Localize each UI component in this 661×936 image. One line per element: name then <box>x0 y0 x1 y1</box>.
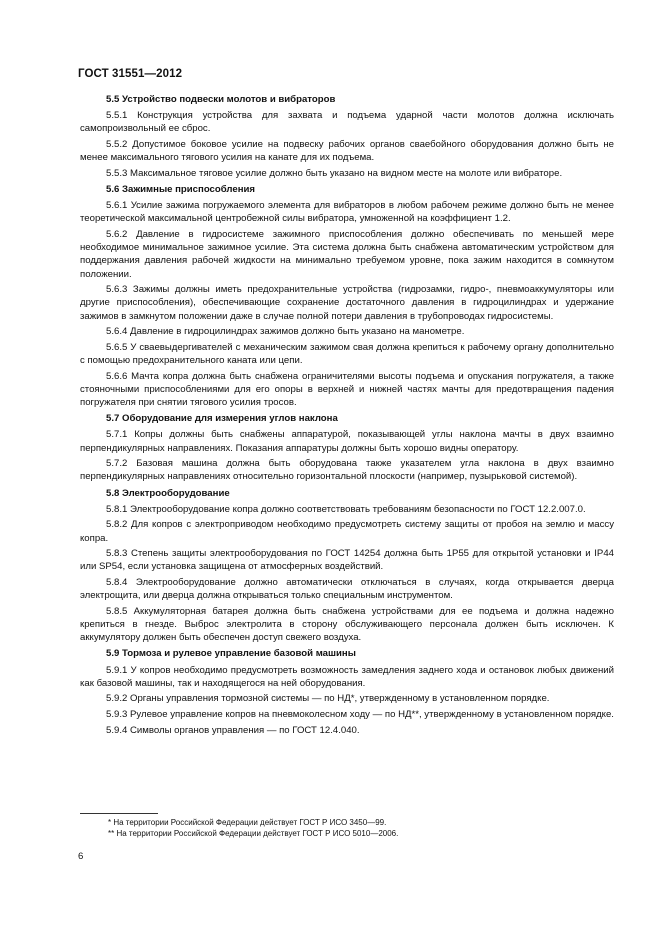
footnote-divider <box>80 813 158 814</box>
clause-paragraph: 5.7.1 Копры должны быть снабжены аппаратурой, показывающей углы наклона мачты в двух взаимно перпендикулярных направлениях. Показания аппаратуры должны быть хорошо видны оператору. <box>80 429 614 454</box>
section-heading: 5.8 Электрооборудование <box>106 487 230 499</box>
clause-paragraph: 5.9.3 Рулевое управление копров на пневмоколесном ходу — по НД**, утвержденному в установленном порядке. <box>106 709 614 720</box>
clause-paragraph: 5.6.3 Зажимы должны иметь предохранительные устройства (гидрозамки, гидро-, пневмоаккумуляторы или другие приспособления), обеспечивающие сохранение достаточного давления в гидроцилиндрах и удержание зажимов в замкнутом положении даже в случае полной потери давления в трубопроводах гидросистемы. <box>80 284 614 322</box>
section-heading: 5.6 Зажимные приспособления <box>106 184 256 195</box>
standard-header: ГОСТ 31551—2012 <box>78 68 183 80</box>
clause-paragraph: 5.9.2 Органы управления тормозной системы — по НД*, утвержденному в установленном порядке. <box>106 693 550 705</box>
clause-paragraph: 5.5.2 Допустимое боковое усилие на подвеску рабочих органов сваебойного оборудования должно быть не менее максимального тягового усилия на канате для их подъема. <box>80 139 614 164</box>
clause-paragraph: 5.8.1 Электрооборудование копра должно соответствовать требованиям безопасности по ГОСТ 12.2.007.0. <box>106 503 586 515</box>
footnote: ** На территории Российской Федерации действует ГОСТ Р ИСО 5010—2006. <box>108 829 399 839</box>
clause-paragraph: 5.7.2 Базовая машина должна быть оборудована также указателем угла наклона в двух взаимно перпендикулярных направлениях относительно горизонтальной плоскости (например, пузырьковой системой). <box>80 458 614 483</box>
section-heading: 5.5 Устройство подвески молотов и вибраторов <box>106 94 336 105</box>
clause-paragraph: 5.9.4 Символы органов управления — по ГОСТ 12.4.040. <box>106 724 360 736</box>
section-heading: 5.7 Оборудование для измерения углов наклона <box>106 413 338 425</box>
clause-paragraph: 5.8.4 Электрооборудование должно автоматически отключаться в случаях, когда открывается дверца электрощита, или дверца должна открываться только специальным инструментом. <box>80 577 614 602</box>
clause-paragraph: 5.6.5 У сваевыдергивателей с механическим зажимом свая должна крепиться к рабочему органу дополнительно с помощью предохранительного каната или цепи. <box>80 341 614 366</box>
clause-paragraph: 5.6.2 Давление в гидросистеме зажимного приспособления должно обеспечивать по меньшей мере необходимое минимальное зажимное усилие. Эта система должна быть снабжена автоматическим устройством для поддержания давления рабочей жидкости на минимально требуемом уровне, пока зажим находится в сомкнутом положении. <box>80 229 614 280</box>
clause-paragraph: 5.9.1 У копров необходимо предусмотреть возможность замедления заднего хода и остановок любых движений как базовой машины, так и находящегося на ней оборудования. <box>80 664 614 689</box>
clause-paragraph: 5.6.6 Мачта копра должна быть снабжена ограничителями высоты подъема и опускания погружателя, а также стояночными приспособлениями для его опоры в верхней и нижней частях мачты для предотвращения падения погружателя при снятии тягового усилия тросов. <box>80 370 614 408</box>
footnote: * На территории Российской Федерации действует ГОСТ Р ИСО 3450—99. <box>108 818 387 827</box>
page-number: 6 <box>78 851 84 862</box>
document-body <box>80 93 614 739</box>
footnotes <box>108 817 398 840</box>
clause-paragraph: 5.5.3 Максимальное тяговое усилие должно быть указано на видном месте на молоте или вибраторе. <box>106 167 563 179</box>
clause-paragraph: 5.8.5 Аккумуляторная батарея должна быть снабжена устройствами для ее подъема и должна надежно крепиться в гнезде. Выброс электролита в сторону обслуживающего персонала должен быть исключен. К аккумулятору должен быть обеспечен доступ свежего воздуха. <box>80 605 614 644</box>
clause-paragraph: 5.8.3 Степень защиты электрооборудования по ГОСТ 14254 должна быть 1P55 для открытой установки и IP44 или SP54, если установка защищена от атмосферных воздействий. <box>80 548 614 573</box>
clause-paragraph: 5.6.4 Давление в гидроцилиндрах зажимов должно быть указано на манометре. <box>106 326 465 338</box>
section-heading: 5.9 Тормоза и рулевое управление базовой машины <box>106 648 356 660</box>
clause-paragraph: 5.8.2 Для копров с электроприводом необходимо предусмотреть систему защиты от пробоя на землю и массу копра. <box>80 519 614 544</box>
clause-paragraph: 5.6.1 Усилие зажима погружаемого элемента для вибраторов в любом рабочем режиме должно быть не менее теоретической максимальной центробежной силы вибратора, умноженной на коэффициент 1.2. <box>80 200 614 225</box>
clause-paragraph: 5.5.1 Конструкция устройства для захвата и подъема ударной части молотов должна исключать самопроизвольный ее сброс. <box>80 110 614 135</box>
